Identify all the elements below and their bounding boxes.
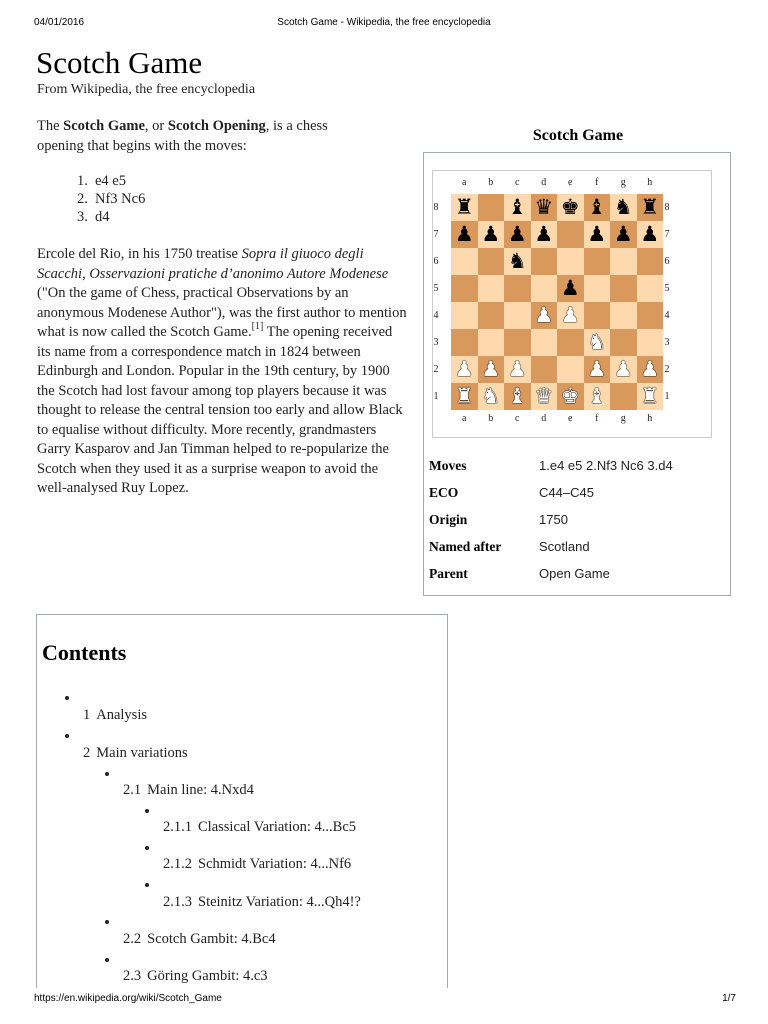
toc-text: Classical Variation: 4...Bc5 bbox=[198, 819, 356, 835]
toc-number: 2.1.1 bbox=[163, 819, 192, 835]
board-square-d5 bbox=[531, 275, 558, 302]
black-rook-icon: ♜ bbox=[454, 195, 474, 219]
black-pawn-icon: ♟ bbox=[560, 276, 580, 300]
board-square-c5 bbox=[504, 275, 531, 302]
board-square-b5 bbox=[478, 275, 505, 302]
board-square-f5 bbox=[584, 275, 611, 302]
infobox-label: Named after bbox=[429, 539, 502, 554]
tagline: From Wikipedia, the free encyclopedia bbox=[37, 82, 256, 97]
board-square-b6 bbox=[478, 248, 505, 275]
chessboard bbox=[451, 194, 663, 410]
toc-number: 2 bbox=[83, 745, 91, 761]
board-square-f8 bbox=[584, 194, 611, 221]
infobox-value[interactable]: Open Game bbox=[539, 566, 610, 581]
toc-item-classical-variation[interactable] bbox=[163, 819, 356, 836]
black-pawn-icon: ♟ bbox=[534, 222, 554, 246]
toc-item-steinitz-variation[interactable] bbox=[163, 894, 361, 911]
infobox-label: ECO bbox=[429, 485, 459, 500]
white-bishop-icon: ♝ bbox=[587, 384, 607, 408]
rank-labels-left bbox=[431, 194, 441, 410]
white-pawn-icon: ♟ bbox=[560, 303, 580, 327]
black-queen-icon: ♛ bbox=[534, 195, 554, 219]
board-square-g4 bbox=[610, 302, 637, 329]
print-url: https://en.wikipedia.org/wiki/Scotch_Game bbox=[34, 993, 222, 1004]
black-pawn-icon: ♟ bbox=[454, 222, 474, 246]
lead-paragraph bbox=[37, 117, 377, 156]
board-square-a8 bbox=[451, 194, 478, 221]
infobox-label: Origin bbox=[429, 512, 468, 527]
rank-label: 4 bbox=[433, 310, 439, 321]
board-square-h8 bbox=[637, 194, 664, 221]
board-square-d1 bbox=[531, 383, 558, 410]
toc-bullet bbox=[105, 772, 109, 776]
board-square-h6 bbox=[637, 248, 664, 275]
board-square-a5 bbox=[451, 275, 478, 302]
white-king-icon: ♚ bbox=[560, 384, 580, 408]
board-square-g2 bbox=[610, 356, 637, 383]
black-bishop-icon: ♝ bbox=[507, 195, 527, 219]
rank-label: 1 bbox=[433, 391, 439, 402]
board-square-e7 bbox=[557, 221, 584, 248]
rank-label: 8 bbox=[433, 202, 439, 213]
white-knight-icon: ♞ bbox=[481, 384, 501, 408]
board-square-d4 bbox=[531, 302, 558, 329]
board-square-b3 bbox=[478, 329, 505, 356]
board-square-a7 bbox=[451, 221, 478, 248]
file-label: f bbox=[595, 177, 599, 188]
toc-bullet bbox=[65, 696, 69, 700]
toc-number: 2.1 bbox=[123, 782, 142, 798]
board-square-b1 bbox=[478, 383, 505, 410]
print-footer bbox=[0, 993, 768, 1007]
rank-label: 6 bbox=[664, 256, 670, 267]
board-square-a1 bbox=[451, 383, 478, 410]
lead-bold-scotch-game: Scotch Game bbox=[63, 118, 145, 134]
history-text: The opening received its name from a correspondence match in 1824 between Edinburgh and London. Popular in the 19th century, by 1900 the Scotch had lost favour among top players because it was thought to release the central tension too early and allow Black to equalise without difficulty. More recently, grandmasters Garry Kasparov and Jan Timman helped to re-popularize the Scotch when they used it as a surprise weapon to avoid the well-analysed Ruy Lopez. bbox=[37, 324, 403, 496]
board-square-g1 bbox=[610, 383, 637, 410]
toc-title: Contents bbox=[42, 640, 127, 665]
white-bishop-icon: ♝ bbox=[507, 384, 527, 408]
file-labels-bottom bbox=[451, 413, 663, 424]
black-bishop-icon: ♝ bbox=[587, 195, 607, 219]
board-square-d3 bbox=[531, 329, 558, 356]
black-knight-icon: ♞ bbox=[507, 249, 527, 273]
toc-bullet bbox=[105, 958, 109, 962]
file-label: g bbox=[620, 413, 626, 424]
white-rook-icon: ♜ bbox=[640, 384, 660, 408]
lead-bold-scotch-opening: Scotch Opening bbox=[167, 118, 266, 134]
infobox-row-parent bbox=[429, 566, 729, 593]
toc-text: Analysis bbox=[96, 707, 147, 723]
white-knight-icon: ♞ bbox=[587, 330, 607, 354]
board-square-c8 bbox=[504, 194, 531, 221]
table-of-contents bbox=[36, 614, 448, 1014]
file-label: c bbox=[515, 413, 520, 424]
toc-bullet bbox=[65, 734, 69, 738]
board-square-c6 bbox=[504, 248, 531, 275]
move-number: 1. bbox=[77, 173, 88, 189]
board-square-c2 bbox=[504, 356, 531, 383]
board-square-e8 bbox=[557, 194, 584, 221]
toc-item-schmidt-variation[interactable] bbox=[163, 856, 351, 873]
lead-text: , or bbox=[144, 118, 168, 134]
rank-label: 2 bbox=[664, 364, 670, 375]
file-label: e bbox=[568, 413, 573, 424]
board-square-f1 bbox=[584, 383, 611, 410]
move-number: 2. bbox=[77, 191, 88, 207]
toc-item-scotch-gambit[interactable] bbox=[123, 931, 276, 948]
board-square-a2 bbox=[451, 356, 478, 383]
rank-labels-right bbox=[662, 194, 672, 410]
infobox-label: Parent bbox=[429, 566, 468, 581]
toc-text: Steinitz Variation: 4...Qh4!? bbox=[198, 894, 361, 910]
white-pawn-icon: ♟ bbox=[640, 357, 660, 381]
history-text: Ercole del Rio, in his 1750 treatise bbox=[37, 246, 242, 262]
white-pawn-icon: ♟ bbox=[481, 357, 501, 381]
black-king-icon: ♚ bbox=[560, 195, 580, 219]
board-square-e2 bbox=[557, 356, 584, 383]
board-square-h7 bbox=[637, 221, 664, 248]
board-square-e1 bbox=[557, 383, 584, 410]
opening-moves-list bbox=[77, 172, 145, 226]
board-square-f2 bbox=[584, 356, 611, 383]
board-square-d2 bbox=[531, 356, 558, 383]
board-square-f3 bbox=[584, 329, 611, 356]
board-square-d6 bbox=[531, 248, 558, 275]
board-square-b7 bbox=[478, 221, 505, 248]
file-labels-top bbox=[451, 177, 663, 188]
file-label: e bbox=[568, 177, 573, 188]
move-item bbox=[77, 208, 145, 226]
toc-item-main-line[interactable] bbox=[123, 782, 254, 799]
board-square-b4 bbox=[478, 302, 505, 329]
print-header bbox=[0, 17, 768, 31]
board-square-c4 bbox=[504, 302, 531, 329]
file-label: h bbox=[647, 177, 653, 188]
board-square-a4 bbox=[451, 302, 478, 329]
board-square-e4 bbox=[557, 302, 584, 329]
board-square-f4 bbox=[584, 302, 611, 329]
move-text: e4 e5 bbox=[95, 173, 126, 189]
rank-label: 5 bbox=[433, 283, 439, 294]
toc-number: 2.1.3 bbox=[163, 894, 192, 910]
toc-bullet bbox=[145, 883, 149, 887]
print-date: 04/01/2016 bbox=[34, 17, 85, 28]
file-label: d bbox=[541, 177, 547, 188]
toc-item-goring-gambit[interactable] bbox=[123, 968, 268, 985]
file-label: g bbox=[620, 177, 626, 188]
toc-text: Scotch Gambit: 4.Bc4 bbox=[147, 931, 276, 947]
toc-text: Main variations bbox=[96, 745, 188, 761]
lead-text: , is a chess opening that begins with the moves: bbox=[37, 118, 328, 154]
white-queen-icon: ♛ bbox=[534, 384, 554, 408]
board-square-e5 bbox=[557, 275, 584, 302]
white-pawn-icon: ♟ bbox=[454, 357, 474, 381]
file-label: f bbox=[595, 413, 599, 424]
file-label: b bbox=[488, 177, 494, 188]
rank-label: 3 bbox=[664, 337, 670, 348]
file-label: a bbox=[462, 177, 467, 188]
black-pawn-icon: ♟ bbox=[640, 222, 660, 246]
rank-label: 8 bbox=[664, 202, 670, 213]
reference-link[interactable]: [1] bbox=[251, 321, 264, 333]
infobox-table bbox=[429, 458, 729, 593]
move-text: Nf3 Nc6 bbox=[95, 191, 146, 207]
infobox-row-origin bbox=[429, 512, 729, 539]
board-square-d7 bbox=[531, 221, 558, 248]
board-square-e6 bbox=[557, 248, 584, 275]
board-square-g3 bbox=[610, 329, 637, 356]
black-pawn-icon: ♟ bbox=[587, 222, 607, 246]
board-square-g8 bbox=[610, 194, 637, 221]
toc-bullet bbox=[145, 846, 149, 850]
white-pawn-icon: ♟ bbox=[534, 303, 554, 327]
board-square-a3 bbox=[451, 329, 478, 356]
treatise-title: Sopra il giuoco degli Scacchi, Osservazioni pratiche d’anonimo Autore Modenese bbox=[37, 246, 389, 282]
toc-bullet bbox=[105, 920, 109, 924]
toc-number: 2.2 bbox=[123, 931, 142, 947]
infobox-label: Moves bbox=[429, 458, 467, 473]
white-pawn-icon: ♟ bbox=[587, 357, 607, 381]
page-title: Scotch Game bbox=[36, 45, 203, 80]
board-square-h1 bbox=[637, 383, 664, 410]
toc-text: Schmidt Variation: 4...Nf6 bbox=[198, 856, 352, 872]
toc-number: 2.1.2 bbox=[163, 856, 192, 872]
board-square-h5 bbox=[637, 275, 664, 302]
infobox-value: 1.e4 e5 2.Nf3 Nc6 3.d4 bbox=[539, 458, 673, 473]
rank-label: 2 bbox=[433, 364, 439, 375]
board-square-g5 bbox=[610, 275, 637, 302]
toc-number: 2.3 bbox=[123, 968, 142, 984]
history-text: ("On the game of Chess, practical Observations by an anonymous Modenese Author"), was the first author to mention what is now called the Scotch Game. bbox=[37, 285, 407, 340]
toc-bullet bbox=[145, 809, 149, 813]
file-label: a bbox=[462, 413, 467, 424]
black-pawn-icon: ♟ bbox=[507, 222, 527, 246]
board-square-g7 bbox=[610, 221, 637, 248]
black-knight-icon: ♞ bbox=[613, 195, 633, 219]
board-square-d8 bbox=[531, 194, 558, 221]
file-label: b bbox=[488, 413, 494, 424]
rank-label: 4 bbox=[664, 310, 670, 321]
move-text: d4 bbox=[95, 209, 110, 225]
toc-item-analysis[interactable] bbox=[83, 707, 147, 724]
board-square-b8 bbox=[478, 194, 505, 221]
board-square-h3 bbox=[637, 329, 664, 356]
toc-item-main-variations[interactable] bbox=[83, 745, 188, 762]
white-rook-icon: ♜ bbox=[454, 384, 474, 408]
black-pawn-icon: ♟ bbox=[613, 222, 633, 246]
print-page-number: 1/7 bbox=[722, 993, 736, 1004]
board-square-f6 bbox=[584, 248, 611, 275]
move-number: 3. bbox=[77, 209, 88, 225]
board-square-c1 bbox=[504, 383, 531, 410]
infobox-value: 1750 bbox=[539, 512, 568, 527]
infobox-row-eco bbox=[429, 485, 729, 512]
board-square-f7 bbox=[584, 221, 611, 248]
board-square-h2 bbox=[637, 356, 664, 383]
rank-label: 7 bbox=[664, 229, 670, 240]
board-square-h4 bbox=[637, 302, 664, 329]
rank-label: 3 bbox=[433, 337, 439, 348]
move-item bbox=[77, 190, 145, 208]
white-pawn-icon: ♟ bbox=[507, 357, 527, 381]
infobox-row-moves bbox=[429, 458, 729, 485]
white-pawn-icon: ♟ bbox=[613, 357, 633, 381]
infobox-value[interactable]: C44–C45 bbox=[539, 485, 594, 500]
board-square-c3 bbox=[504, 329, 531, 356]
rank-label: 6 bbox=[433, 256, 439, 267]
infobox-caption: Scotch Game bbox=[532, 127, 624, 144]
history-paragraph bbox=[37, 245, 409, 499]
toc-text: Main line: 4.Nxd4 bbox=[147, 782, 254, 798]
file-label: d bbox=[541, 413, 547, 424]
rank-label: 5 bbox=[664, 283, 670, 294]
toc-text: Göring Gambit: 4.c3 bbox=[147, 968, 268, 984]
board-square-a6 bbox=[451, 248, 478, 275]
infobox-value[interactable]: Scotland bbox=[539, 539, 590, 554]
rank-label: 1 bbox=[664, 391, 670, 402]
black-pawn-icon: ♟ bbox=[481, 222, 501, 246]
black-rook-icon: ♜ bbox=[640, 195, 660, 219]
board-square-e3 bbox=[557, 329, 584, 356]
lead-text: The bbox=[37, 118, 64, 134]
print-title: Scotch Game - Wikipedia, the free encyclopedia bbox=[277, 17, 491, 28]
infobox-row-named-after bbox=[429, 539, 729, 566]
board-square-g6 bbox=[610, 248, 637, 275]
toc-number: 1 bbox=[83, 707, 91, 723]
board-square-c7 bbox=[504, 221, 531, 248]
board-square-b2 bbox=[478, 356, 505, 383]
rank-label: 7 bbox=[433, 229, 439, 240]
file-label: h bbox=[647, 413, 653, 424]
move-item bbox=[77, 172, 145, 190]
file-label: c bbox=[515, 177, 520, 188]
